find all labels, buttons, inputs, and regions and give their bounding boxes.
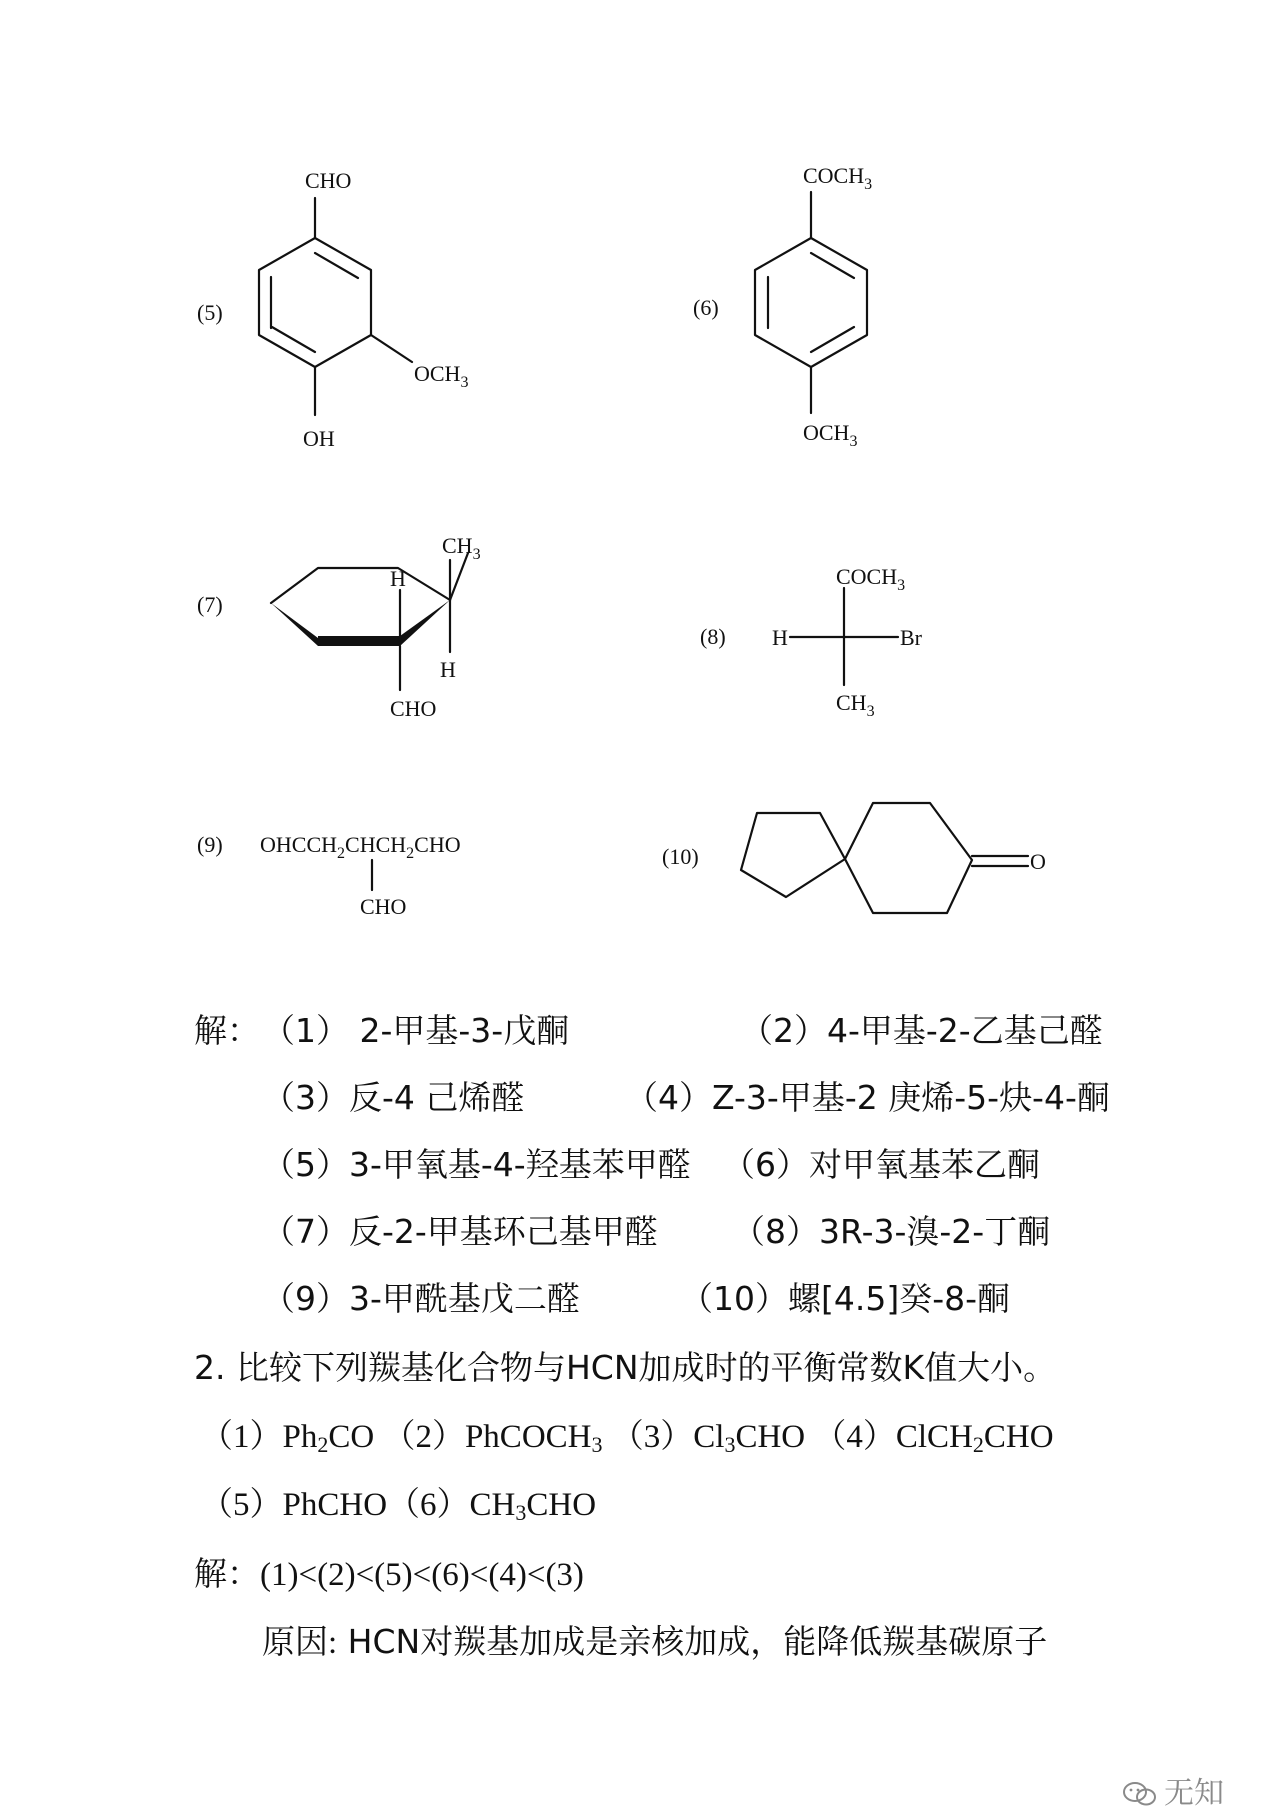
answer-item-4: （4）Z-3-甲基-2 庚烯-5-炔-4-酮 (625, 1078, 1110, 1117)
benzene-ring (755, 238, 867, 367)
group-coch3: $COCH_3$ (803, 163, 873, 193)
carbonyl-double-bond (972, 856, 1028, 866)
watermark-text: 无知 (1164, 1776, 1224, 1811)
answer-item-9: （9）3-甲酰基戊二醛 (262, 1279, 580, 1318)
answer-item-10: （10）螺[4.5]癸-8-酮 (680, 1279, 1011, 1318)
group-och3: $OCH_3$ (414, 361, 469, 391)
compound-6: （6）CH3CHO (387, 1487, 597, 1525)
compound-list-row-1 (200, 1410, 1054, 1458)
answer-item-8: （8）3R-3-溴-2-丁酮 (732, 1212, 1051, 1251)
ring-double-bonds (768, 253, 854, 352)
compound-list-row-2 (200, 1478, 596, 1526)
answer-item-1: （1） 2-甲基-3-戊酮 (262, 1011, 570, 1050)
watermark (1122, 1768, 1224, 1812)
structure-8 (700, 564, 923, 720)
atom-br: Br (900, 625, 922, 650)
structure-label: (10) (662, 844, 699, 869)
cyclopentane-ring (741, 813, 845, 897)
bond-och3 (371, 335, 412, 362)
structure-10 (662, 803, 1046, 913)
answer-item-6: （6）对甲氧基苯乙酮 (722, 1145, 1040, 1184)
group-ch3: $CH_3$ (442, 533, 481, 563)
bond-ch3 (450, 553, 468, 600)
compound-5: （5）PhCHO (200, 1487, 388, 1523)
answer-item-3: （3）反-4 己烯醛 (262, 1078, 525, 1117)
benzene-ring (259, 238, 371, 367)
atom-h-top: H (390, 566, 406, 591)
group-cho-branch: CHO (360, 894, 407, 919)
compound-4: （4）ClCH2CHO (813, 1419, 1054, 1457)
structure-6 (693, 163, 872, 450)
answer-order: (1)<(2)<(5)<(6)<(4)<(3) (260, 1557, 584, 1593)
compound-1: （1）Ph2CO (200, 1419, 375, 1457)
wedge-bond-left (271, 603, 318, 646)
answer-prefix: 解： (194, 1011, 260, 1050)
group-oh: OH (303, 426, 335, 451)
wechat-icon (1122, 1781, 1158, 1807)
answer-item-5: （5）3-甲氧基-4-羟基苯甲醛 (262, 1145, 691, 1184)
structure-label: (6) (693, 295, 719, 320)
ring-double-bonds (271, 253, 358, 352)
group-ch3: $CH_3$ (836, 690, 875, 720)
answer-item-7: （7）反-2-甲基环己基甲醛 (262, 1212, 658, 1251)
reason-label: 原因: (262, 1625, 338, 1661)
structure-label: (8) (700, 624, 726, 649)
structure-label: (7) (197, 592, 223, 617)
compound-3: （3）Cl3CHO (610, 1419, 806, 1457)
wedge-bond-right (400, 600, 450, 646)
answer-item-2: （2）4-甲基-2-乙基己醛 (740, 1011, 1103, 1050)
answer-line-1 (194, 1005, 260, 1052)
formula-main-chain: $OHCCH_2CHCH_2CHO$ (260, 832, 461, 862)
structure-7 (197, 533, 481, 721)
group-cho: CHO (390, 696, 437, 721)
answer-prefix: 解： (194, 1554, 260, 1593)
question-2-title: 2. 比较下列羰基化合物与HCN加成时的平衡常数K值大小。 (194, 1348, 1057, 1387)
atom-h: H (772, 625, 788, 650)
atom-h-bottom: H (440, 657, 456, 682)
compound-2: （2）PhCOCH3 (382, 1419, 603, 1457)
structure-9 (197, 832, 461, 919)
atom-o: O (1030, 849, 1046, 874)
group-coch3: $COCH_3$ (836, 564, 906, 594)
answer-2 (194, 1548, 584, 1595)
group-och3: $OCH_3$ (803, 420, 858, 450)
cyclohexanone-ring (845, 803, 972, 913)
wedge-bond-front (318, 636, 400, 646)
reason-text: HCN对羰基加成是亲核加成，能降低羰基碳原子 (337, 1622, 1048, 1661)
group-cho: CHO (305, 168, 352, 193)
structure-label: (9) (197, 832, 223, 857)
answer-2-reason (262, 1616, 1047, 1663)
structure-label: (5) (197, 300, 223, 325)
cyclohexane-back-bonds (271, 568, 450, 603)
structure-5 (197, 168, 468, 451)
